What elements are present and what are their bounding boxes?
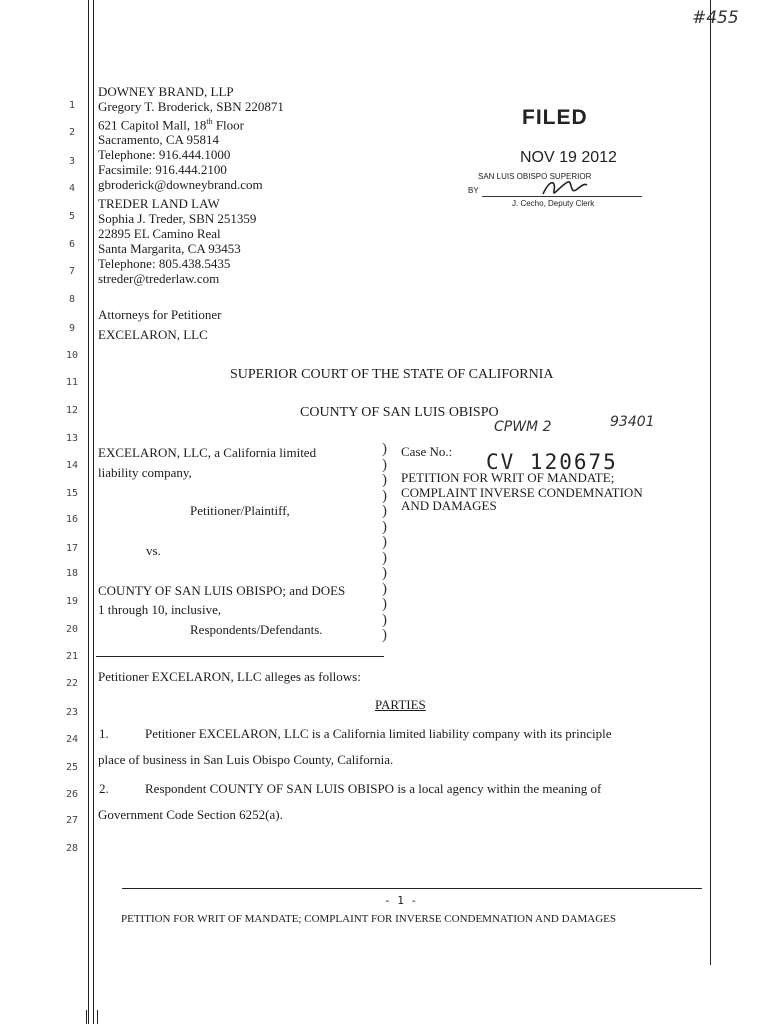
caption-party1-line2: liability company,	[98, 465, 192, 480]
paragraph-1-line1: Petitioner EXCELARON, LLC is a California limited liability company with its principle	[145, 726, 612, 741]
line-number: 18	[65, 568, 79, 579]
caption-brace-segment: )	[382, 534, 387, 550]
caption-party2-line1: COUNTY OF SAN LUIS OBISPO; and DOES	[98, 583, 346, 598]
line-number: 28	[65, 843, 79, 854]
caption-brace-segment: )	[382, 596, 387, 612]
court-name: SUPERIOR COURT OF THE STATE OF CALIFORNIA	[230, 367, 554, 382]
attorney-name: Gregory T. Broderick, SBN 220871	[98, 99, 284, 114]
document-title-line3: AND DAMAGES	[401, 498, 497, 513]
allegation-intro: Petitioner EXCELARON, LLC alleges as follows:	[98, 669, 361, 684]
caption-party2-role: Respondents/Defendants.	[190, 622, 323, 637]
paragraph-2-number: 2.	[99, 781, 109, 796]
line-number: 19	[65, 596, 79, 607]
bottom-edge-marks	[86, 1010, 98, 1024]
firm-email: gbroderick@downeybrand.com	[98, 177, 263, 193]
paragraph-2-line2: Government Code Section 6252(a).	[98, 807, 283, 822]
filed-stamp-date: NOV 19 2012	[520, 149, 617, 166]
line-number: 14	[65, 460, 79, 471]
section-heading-parties: PARTIES	[375, 697, 426, 712]
line-number: 23	[65, 707, 79, 718]
caption-brace-segment: )	[382, 580, 387, 597]
line-number: 24	[65, 734, 79, 745]
footer-rule	[122, 888, 702, 889]
filed-stamp-clerk: J. Cecho, Deputy Clerk	[512, 199, 595, 208]
caption-brace-segment: )	[382, 549, 387, 566]
caption-brace-segment: )	[382, 441, 387, 457]
attorney-block-treder	[98, 196, 256, 286]
caption-brace-segment: )	[382, 472, 387, 488]
line-number: 6	[68, 239, 76, 250]
line-number: 22	[65, 678, 79, 689]
line-number: 26	[65, 789, 79, 800]
paragraph-2-line1: Respondent COUNTY OF SAN LUIS OBISPO is a local agency within the meaning of	[145, 781, 602, 796]
footer-page-number: - 1 -	[384, 894, 418, 907]
attorney-name: Sophia J. Treder, SBN 251359	[98, 211, 257, 226]
filed-stamp-by: BY	[468, 186, 479, 195]
line-number: 4	[68, 183, 76, 194]
line-number: 15	[65, 488, 79, 499]
handwritten-case-code: CPWM 2	[494, 419, 552, 435]
caption-party2-line2: 1 through 10, inclusive,	[98, 602, 222, 617]
footer-title: PETITION FOR WRIT OF MANDATE; COMPLAINT FOR INVERSE CONDEMNATION AND DAMAGES	[121, 913, 617, 925]
firm-facsimile: Facsimile: 916.444.2100	[98, 162, 227, 178]
line-number: 7	[68, 266, 76, 277]
caption-brace-segment: )	[382, 627, 387, 643]
line-number: 5	[68, 211, 76, 222]
caption-brace-segment: )	[382, 487, 387, 504]
line-number: 16	[65, 514, 79, 525]
line-number: 27	[65, 815, 79, 826]
line-number: 12	[65, 405, 79, 416]
line-number: 13	[65, 433, 79, 444]
line-number: 10	[65, 350, 79, 361]
left-margin-rule-inner	[93, 0, 94, 1024]
line-number: 25	[65, 762, 79, 773]
line-number: 11	[65, 377, 79, 388]
firm-name: DOWNEY BRAND, LLP	[98, 84, 234, 99]
case-number-stamp: CV 120675	[486, 450, 618, 474]
firm-telephone: Telephone: 916.444.1000	[98, 147, 231, 163]
firm-email: streder@trederlaw.com	[98, 271, 220, 286]
handwritten-page-mark: #455	[692, 8, 739, 28]
left-margin-rule-outer	[88, 0, 89, 1024]
caption-brace-segment: )	[382, 565, 387, 581]
firm-address-street: 22895 EL Camino Real	[98, 226, 221, 241]
paragraph-1-line2: place of business in San Luis Obispo County, California.	[98, 752, 394, 767]
caption-party1-line1: EXCELARON, LLC, a California limited	[98, 445, 317, 460]
case-number-label: Case No.:	[401, 444, 453, 459]
firm-name: TREDER LAND LAW	[98, 196, 220, 211]
right-margin-rule	[710, 0, 711, 965]
line-number: 9	[68, 323, 76, 334]
caption-brace-segment: )	[382, 611, 387, 628]
clerk-signature	[540, 176, 590, 200]
paragraph-1-number: 1.	[99, 726, 109, 741]
caption-bottom-rule	[96, 656, 384, 657]
line-number: 17	[65, 543, 79, 554]
caption-party1-role: Petitioner/Plaintiff,	[190, 503, 290, 518]
document-title-line1: PETITION FOR WRIT OF MANDATE;	[401, 470, 615, 485]
attorneys-for-label: Attorneys for Petitioner	[98, 307, 222, 322]
firm-address-street: 621 Capitol Mall, 18th Floor	[98, 117, 244, 133]
caption-vs: vs.	[146, 543, 161, 558]
firm-address-city: Santa Margarita, CA 93453	[98, 241, 241, 256]
document-title-line2: COMPLAINT INVERSE CONDEMNATION	[401, 485, 643, 500]
line-number: 3	[68, 156, 76, 167]
attorney-block-downey	[98, 84, 284, 192]
caption-brace-segment: )	[382, 456, 387, 473]
caption-brace-segment: )	[382, 503, 387, 519]
firm-telephone: Telephone: 805.438.5435	[98, 256, 231, 271]
handwritten-zip: 93401	[610, 414, 655, 430]
court-county: COUNTY OF SAN LUIS OBISPO	[300, 405, 499, 420]
attorneys-for-party: EXCELARON, LLC	[98, 327, 208, 342]
line-number: 20	[65, 624, 79, 635]
filed-stamp-title: FILED	[522, 106, 588, 129]
line-number: 21	[65, 651, 79, 662]
line-number: 8	[68, 294, 76, 305]
line-number: 2	[68, 127, 76, 138]
firm-address-city: Sacramento, CA 95814	[98, 132, 219, 148]
filed-stamp-court: SAN LUIS OBISPO SUPERIOR	[478, 172, 592, 181]
line-number: 1	[68, 100, 76, 111]
caption-brace-segment: )	[382, 518, 387, 535]
